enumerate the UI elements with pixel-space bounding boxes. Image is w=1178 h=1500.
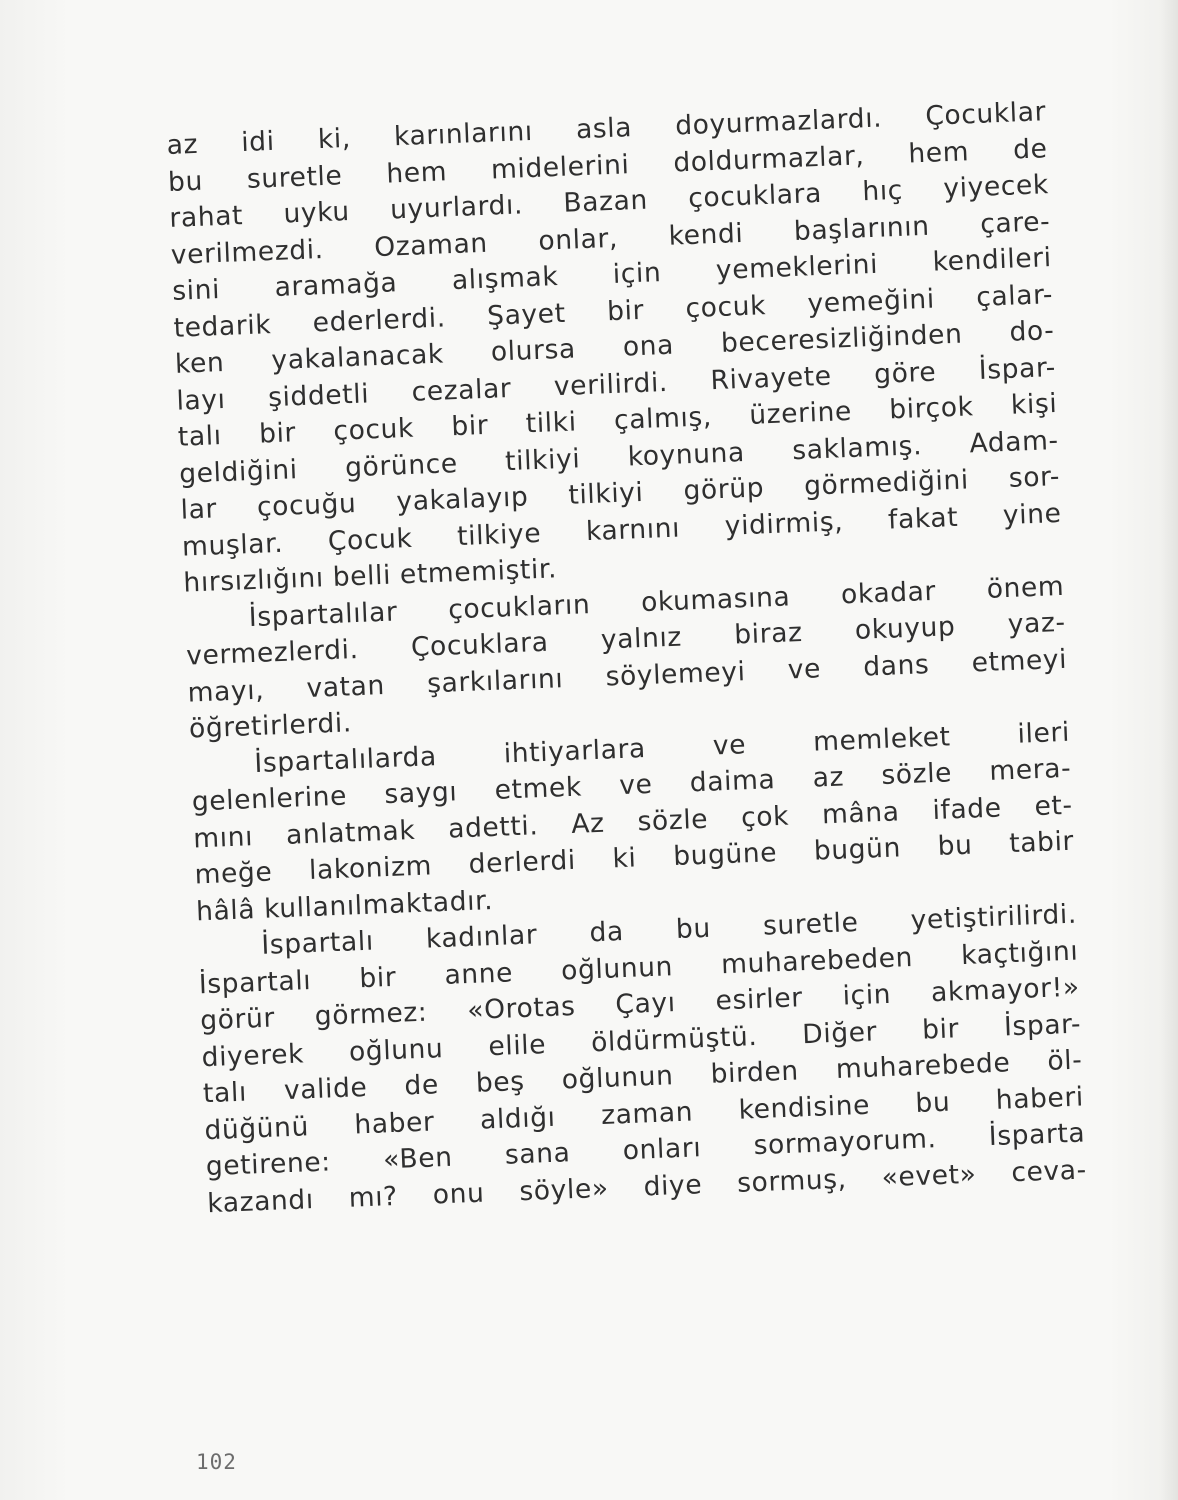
text-line: vermezlerdi. Çocuklara yalnız biraz okuyup yaz-	[185, 606, 1067, 672]
text-line: meğe lakonizm derlerdi ki bugüne bugün bu tabir	[194, 825, 1075, 891]
text-line: mını anlatmak adetti. Az sözle çok mâna ifade et-	[192, 789, 1074, 854]
text-line: gelenlerine saygı etmek ve daima az sözle mera-	[191, 752, 1072, 818]
text-line: öğretirlerdi.	[188, 707, 353, 745]
text-line: geldiğini görünce tilkiyi koynuna saklamış. Adam-	[178, 424, 1060, 490]
text-line: hâlâ kullanılmaktadır.	[195, 884, 494, 927]
text-line: mayı, vatan şarkılarını söylemeyi ve dans etmeyi	[187, 643, 1068, 709]
text-line: İspartalılarda ihtiyarlara ve memleket ileri	[253, 716, 1071, 779]
text-line: İspartalı bir anne oğlunun muharebeden kaçtığını	[198, 935, 1079, 1000]
text-line: muşlar. Çocuk tilkiye karnını yidirmiş, fakat yine	[181, 497, 1063, 563]
text-line: görür görmez: «Orotas Çayı esirler için akmayor!»	[199, 971, 1081, 1037]
text-line: verilmezdi. Ozaman onlar, kendi başlarının çare-	[170, 205, 1051, 271]
text-line: kazandı mı? onu söyle» diye sormuş, «evet» ceva-	[206, 1153, 1088, 1219]
text-line: diyerek oğlunu elile öldürmüştü. Diğer bir İspar-	[201, 1008, 1082, 1073]
text-line: İspartalılar çocukların okumasına okadar önem	[248, 570, 1065, 633]
text-line: İspartalı kadınlar da bu suretle yetiştirilirdi.	[260, 898, 1078, 961]
text-line: tedarik ederlerdi. Şayet bir çocuk yemeğini çalar-	[173, 278, 1054, 344]
text-line: az idi ki, karınlarını asla doyurmazlardı. Çocuklar	[166, 96, 1047, 161]
body-text	[166, 94, 1087, 1222]
text-line: düğünü haber aldığı zaman kendisine bu haberi	[203, 1080, 1085, 1146]
text-line: hırsızlığını belli etmemiştir.	[182, 553, 558, 599]
text-line: talı bir çocuk bir tilki çalmış, üzerine birçok kişi	[177, 388, 1058, 453]
page-edge-shadow	[1160, 0, 1178, 1500]
page-number: 102	[196, 1450, 237, 1474]
text-line: getirene: «Ben sana onları sormayorum. İsparta	[205, 1117, 1086, 1183]
text-line: ken yakalanacak olursa ona beceresizliğinden do-	[174, 315, 1055, 380]
text-line: sini aramağa alışmak için yemeklerini kendileri	[171, 242, 1053, 307]
text-line: talı valide de beş oğlunun birden muharebede öl-	[202, 1044, 1083, 1110]
text-line: lar çocuğu yakalayıp tilkiyi görüp görmediğini sor-	[180, 460, 1061, 526]
text-line: rahat uyku uyurlardı. Bazan çocuklara hıç yiyecek	[168, 169, 1050, 234]
text-line: bu suretle hem midelerini doldurmazlar, hem de	[167, 132, 1049, 198]
text-line: layı şiddetli cezalar verilirdi. Rivayete göre İspar-	[175, 351, 1057, 417]
